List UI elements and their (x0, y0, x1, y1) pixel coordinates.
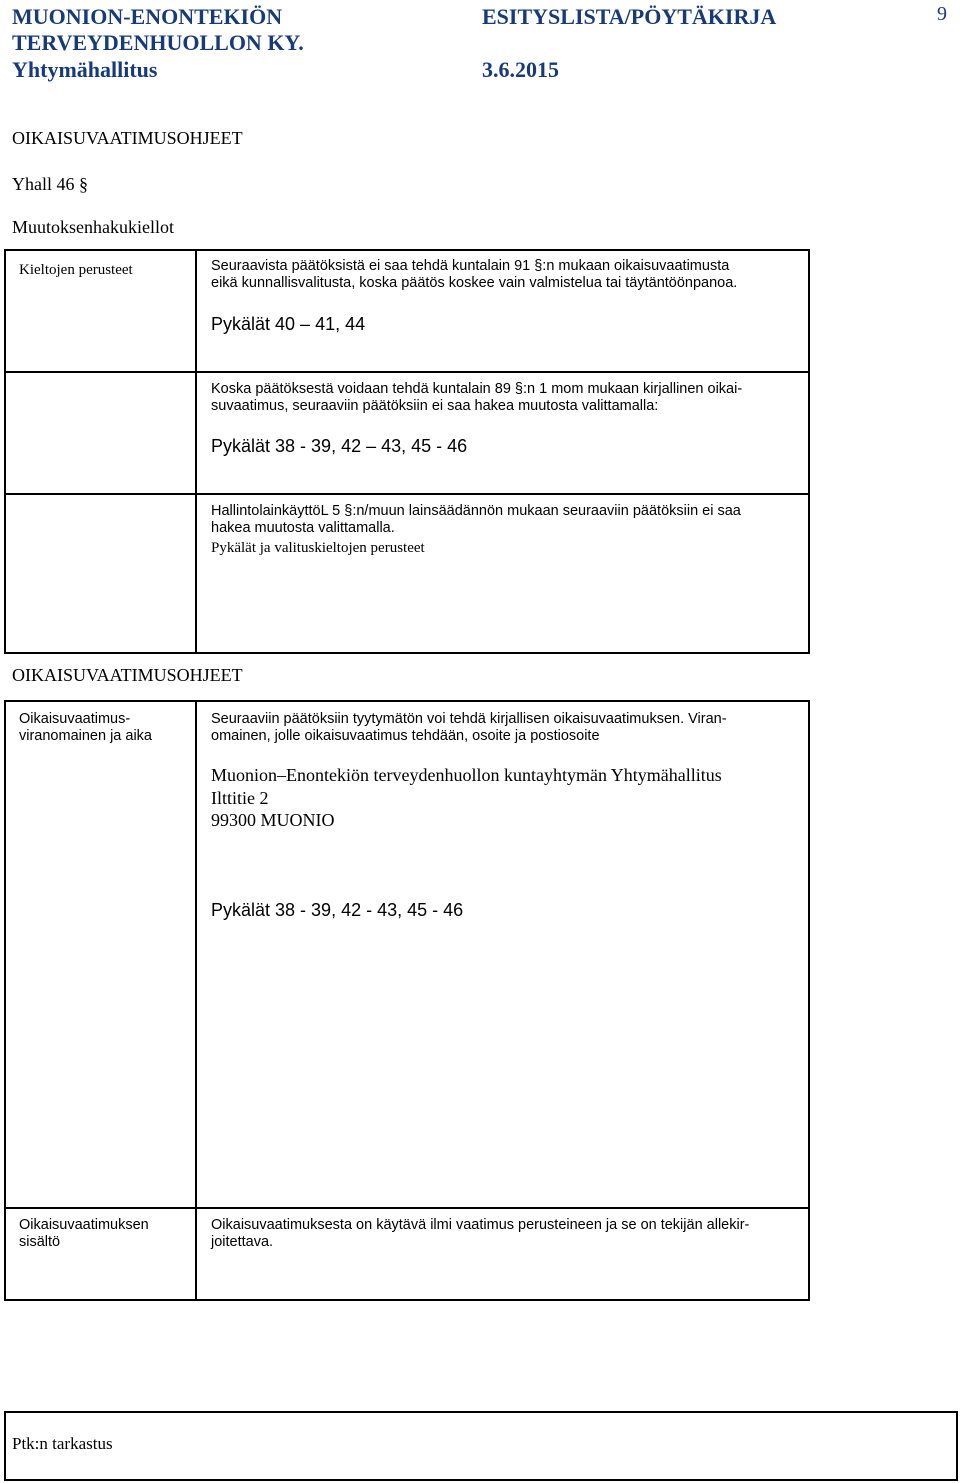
restriction-paragraph-2: Koska päätöksestä voidaan tehdä kuntalain 89 §:n 1 mom mukaan kirjallinen oikai- suvaatimus, seuraaviin päätöksiin ei saa hakea muutosta valittamalla: (211, 381, 743, 414)
table-row-divider (4, 371, 810, 373)
restriction-paragraph-3: HallintolainkäyttöL 5 §:n/muun lainsäädännön mukaan seuraaviin päätöksiin ei saa hakea muutosta valittamalla. (211, 503, 741, 536)
table-divider (195, 700, 197, 1301)
table-row-divider (4, 1207, 810, 1209)
content-of-claim-text: Oikaisuvaatimuksesta on käytävä ilmi vaatimus perusteineen ja se on tekijän allekir- joitettava. (211, 1217, 750, 1250)
section-heading-2: OIKAISUVAATIMUSOHJEET (12, 665, 243, 685)
table-row-divider (4, 493, 810, 495)
minutes-check-label: Ptk:n tarkastus (12, 1434, 113, 1453)
org-name-line2: TERVEYDENHUOLLON KY. (12, 30, 304, 55)
authority-and-time-label: Oikaisuvaatimus- viranomainen ja aika (19, 711, 152, 744)
document-type: ESITYSLISTA/PÖYTÄKIRJA (482, 4, 777, 29)
org-name-line1: MUONION-ENONTEKIÖN (12, 4, 283, 29)
table-divider (195, 249, 197, 654)
section-subheading: Muutoksenhakukiellot (12, 217, 174, 237)
content-of-claim-label: Oikaisuvaatimuksen sisältö (19, 1217, 149, 1250)
sections-list-rectification: Pykälät 38 - 39, 42 - 43, 45 - 46 (211, 900, 464, 920)
section-heading: OIKAISUVAATIMUSOHJEET (12, 128, 243, 148)
org-unit: Yhtymähallitus (12, 57, 158, 82)
restriction-paragraph-1: Seuraavista päätöksistä ei saa tehdä kuntalain 91 §:n mukaan oikaisuvaatimusta eikä kunnallisvalitusta, koska päätös koskee vain valmistelua tai täytäntöönpanoa. (211, 258, 738, 291)
minutes-check-box (4, 1411, 958, 1481)
restrictions-label: Kieltojen perusteet (19, 262, 133, 278)
sections-list-1: Pykälät 40 – 41, 44 (211, 314, 366, 334)
section-reference: Yhall 46 § (12, 174, 88, 194)
meeting-date: 3.6.2015 (482, 57, 559, 82)
sections-list-2: Pykälät 38 - 39, 42 – 43, 45 - 46 (211, 436, 468, 456)
authority-address: Muonion–Enontekiön terveydenhuollon kuntayhtymän Yhtymähallitus Ilttitie 2 99300 MUONIO (211, 765, 722, 830)
sections-and-grounds: Pykälät ja valituskieltojen perusteet (211, 540, 425, 556)
page-number: 9 (937, 3, 947, 25)
authority-paragraph: Seuraaviin päätöksiin tyytymätön voi tehdä kirjallisen oikaisuvaatimuksen. Viran- omainen, jolle oikaisuvaatimus tehdään, osoite ja postiosoite (211, 711, 727, 744)
